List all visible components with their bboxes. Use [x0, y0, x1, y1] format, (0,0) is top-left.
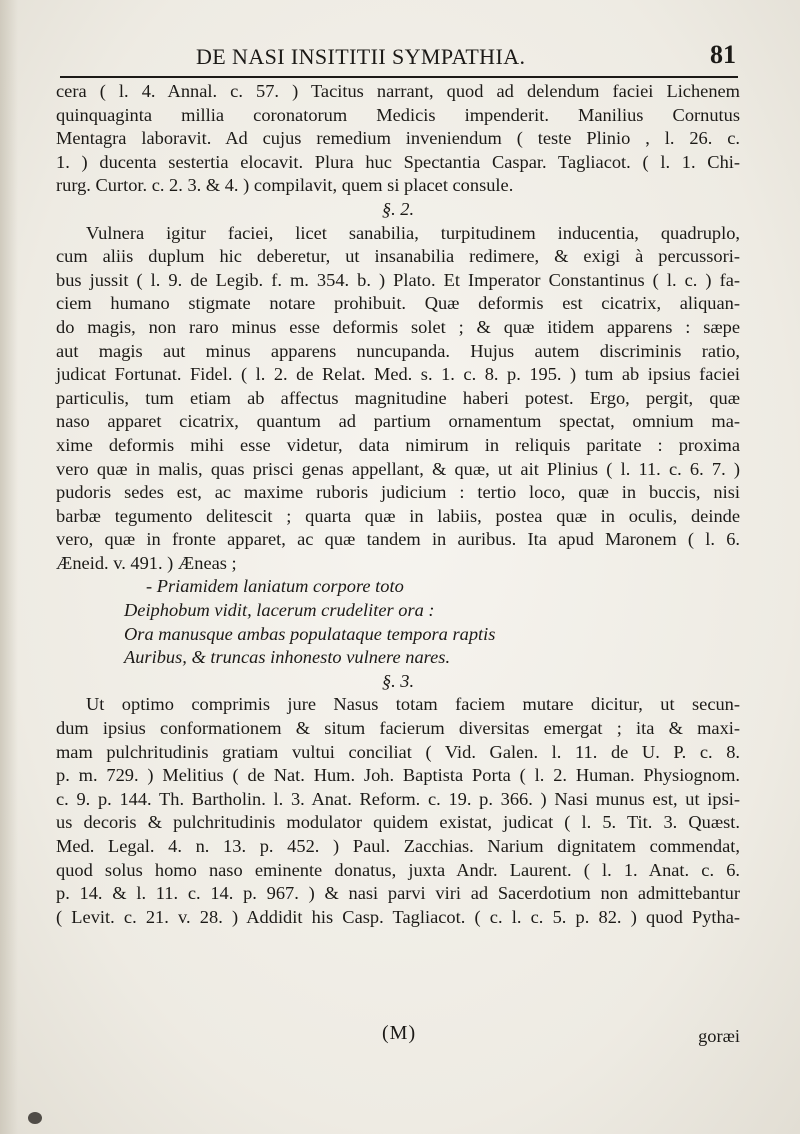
- text-line: quod solus homo naso eminente donatus, juxta Andr. Laurent. ( l. 1. Anat. c. 6.: [56, 859, 740, 880]
- text-line: aut magis aut minus apparens nuncupanda. Hujus autem discriminis ratio,: [56, 340, 740, 361]
- text-line: c. 9. p. 144. Th. Bartholin. l. 3. Anat. Reform. c. 19. p. 366. ) Nasi munus est, ut ipsi-: [56, 788, 740, 809]
- text-line: Med. Legal. 4. n. 13. p. 452. ) Paul. Zacchias. Narium dignitatem commendat,: [56, 836, 740, 856]
- text-line: particulis, tum etiam ab affectus magnitudine haberi potest. Ergo, pergit, quæ: [56, 387, 740, 408]
- text-line: ( Levit. c. 21. v. 28. ) Addidit his Casp. Tagliacot. ( c. l. c. 5. p. 82. ) quod Pytha-: [56, 906, 740, 927]
- signature-mark: (M): [382, 1022, 417, 1044]
- page-gutter-shadow: [0, 0, 18, 1134]
- verse-line: Ora manusque ambas populataque tempora raptis: [124, 623, 496, 644]
- text-line: barbæ tegumento delitescit ; quarta quæ in labiis, postea quæ in oculis, deinde: [56, 505, 740, 526]
- section-heading: §. 2.: [381, 198, 415, 219]
- catchword: goræi: [698, 1026, 740, 1046]
- text-line: cera ( l. 4. Annal. c. 57. ) Tacitus narrant, quod ad delendum faciei Lichenem: [56, 81, 740, 101]
- text-line: ciem humano stigmate notare prohibuit. Quæ deformis est cicatrix, aliquan-: [56, 293, 740, 314]
- text-line: naso apparet cicatrix, quantum ad partium ornamentum spectat, omnium ma-: [56, 411, 740, 432]
- header-rule: [60, 76, 738, 78]
- page-footer: [56, 1022, 740, 1048]
- page-number: 81: [710, 40, 736, 69]
- text-line: 1. ) ducenta sestertia elocavit. Plura huc Spectantia Caspar. Tagliacot. ( l. 1. Chi-: [56, 151, 740, 172]
- text-line: vero quæ in malis, quas prisci genas appellant, & quæ, ut ait Plinius ( l. 11. c. 6. 7. ): [56, 458, 740, 479]
- text-line: pudoris sedes est, ac maxime ruboris judicium : tertio loco, quæ in buccis, nisi: [56, 482, 740, 503]
- text-line: vero, quæ in fronte apparet, ac quæ tandem in auribus. Ita apud Maronem ( l. 6.: [56, 529, 740, 550]
- text-line: rurg. Curtor. c. 2. 3. & 4. ) compilavit, quem si placet consule.: [56, 175, 514, 196]
- text-line: cum aliis duplum hic deberetur, ut insanabilia redimere, & exigi à percussori-: [56, 246, 740, 267]
- text-line: p. m. 729. ) Melitius ( de Nat. Hum. Joh. Baptista Porta ( l. 2. Human. Physiognom.: [56, 765, 740, 786]
- text-line: dum ipsius conformationem & situm facierum diversitas emergat ; ita & maxi-: [56, 718, 740, 739]
- text-line: quinquaginta millia coronatorum Medicis impenderit. Manilius Cornutus: [56, 104, 740, 125]
- text-line: mam pulchritudinis gratiam vultui conciliat ( Vid. Galen. l. 11. de U. P. c. 8.: [56, 741, 740, 762]
- text-line: Mentagra laboravit. Ad cujus remedium inveniendum ( teste Plinio , l. 26. c.: [56, 128, 740, 149]
- running-title: DE NASI INSITITII SYMPATHIA.: [196, 44, 526, 69]
- text-line: bus jussit ( l. 9. de Legib. f. m. 354. b. ) Plato. Et Imperator Constantinus ( l. c. ) fa-: [56, 269, 740, 290]
- ink-blot: [28, 1112, 42, 1124]
- verse-line: Auribus, & truncas inhonesto vulnere nares.: [124, 647, 451, 668]
- text-line: p. 14. & l. 11. c. 14. p. 967. ) & nasi parvi viri ad Sacerdotium non admittebantur: [56, 883, 740, 904]
- verse-line: Deiphobum vidit, lacerum crudeliter ora :: [124, 600, 435, 621]
- text-line: us decoris & pulchritudinis modulator quidem existat, judicat ( l. 5. Tit. 3. Quæst.: [56, 812, 740, 833]
- text-line: do magis, non raro minus esse deformis solet ; & quæ itidem apparens : sæpe: [56, 316, 740, 337]
- verse-line: - Priamidem laniatum corpore toto: [146, 576, 404, 597]
- text-line: Æneid. v. 491. ) Æneas ;: [56, 552, 237, 573]
- text-line: xime deformis mihi esse videtur, data nimirum in reliquis paritate : proxima: [56, 434, 740, 455]
- body-text: [56, 80, 740, 929]
- text-line: Vulnera igitur faciei, licet sanabilia, turpitudinem inducentia, quadruplo,: [86, 222, 740, 243]
- text-line: Ut optimo comprimis jure Nasus totam faciem mutare dicitur, ut secun-: [86, 694, 740, 715]
- text-line: judicat Fortunat. Fidel. ( l. 2. de Relat. Med. s. 1. c. 8. p. 195. ) tum ab ipsius faciei: [56, 364, 740, 385]
- section-heading: §. 3.: [381, 670, 415, 691]
- running-header: [196, 40, 736, 74]
